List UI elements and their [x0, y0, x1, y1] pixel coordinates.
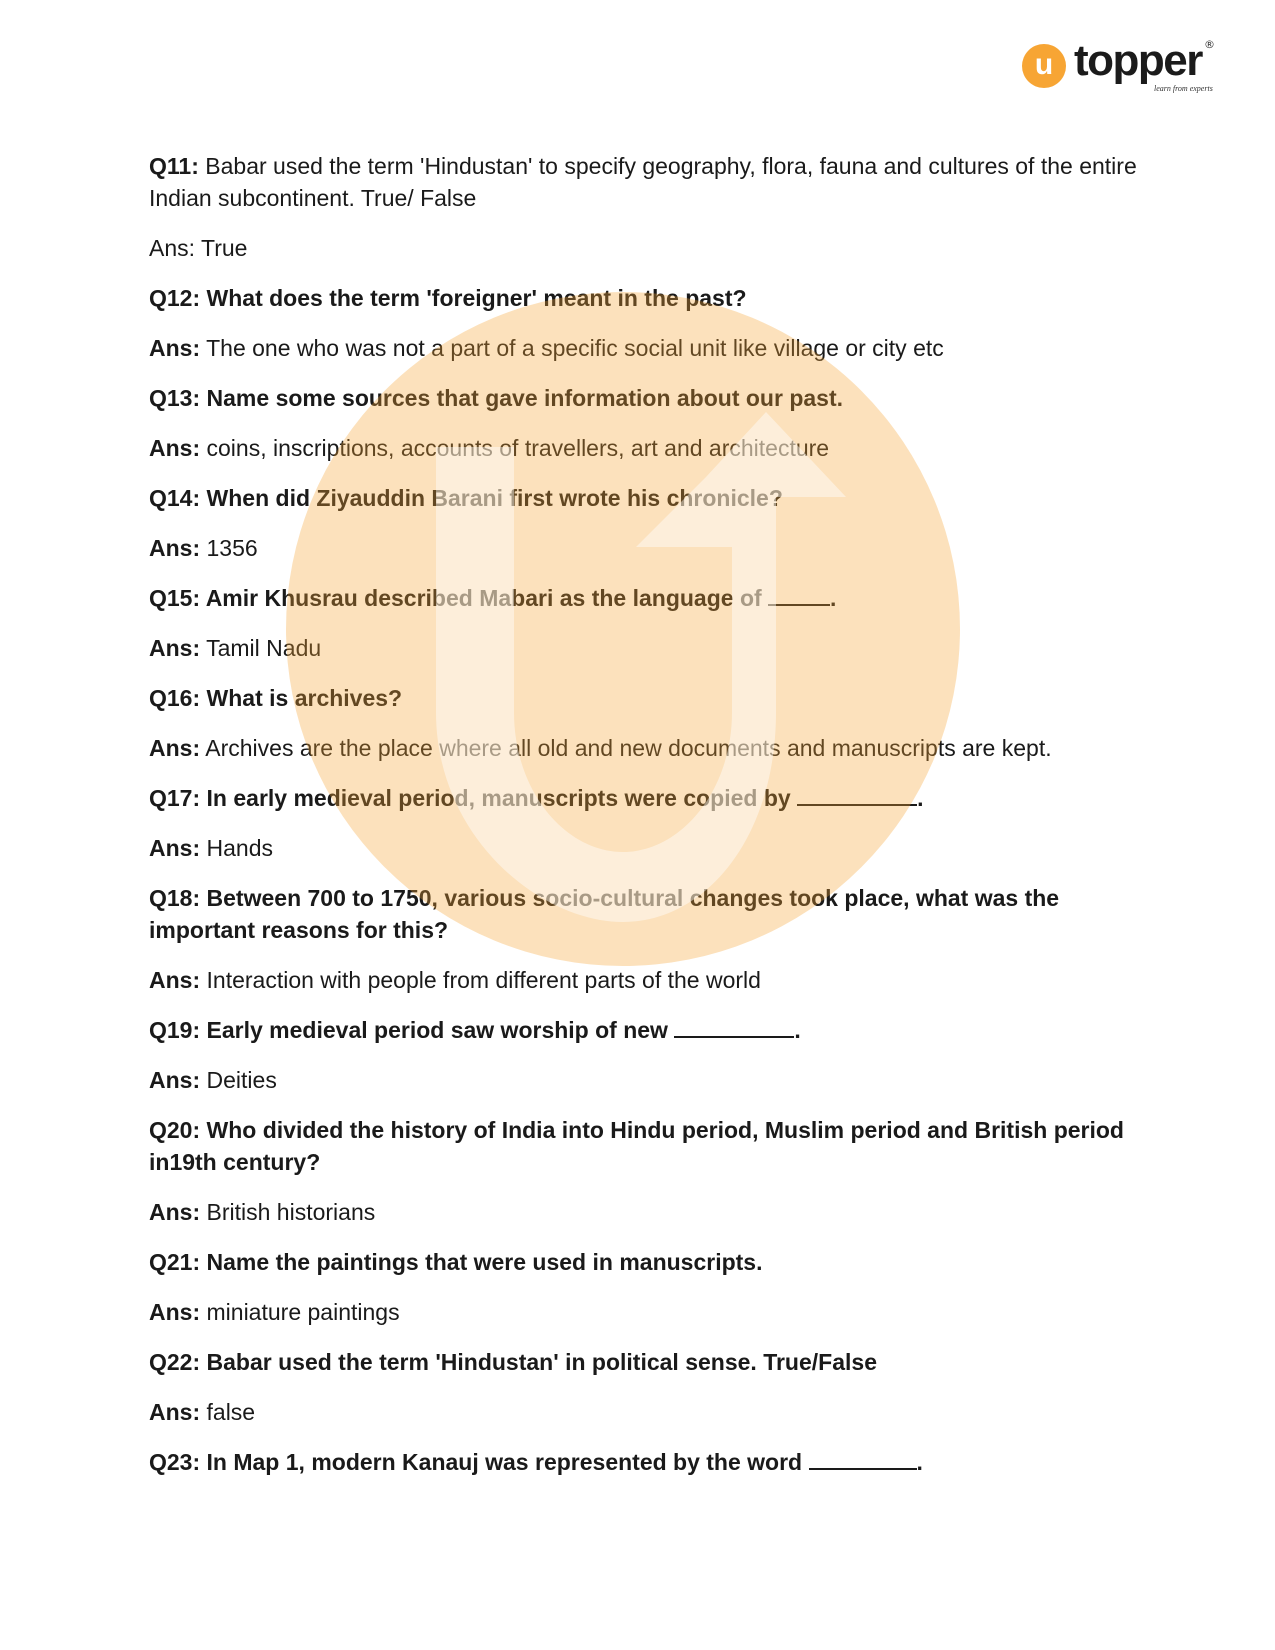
qa-item — [149, 682, 1159, 764]
answer-label: Ans: — [149, 1199, 201, 1225]
qa-item — [149, 1246, 1159, 1328]
qa-item — [149, 1114, 1159, 1228]
qa-item — [149, 1014, 1159, 1096]
fill-in-blank — [768, 582, 830, 606]
question — [149, 1246, 1159, 1278]
question-label: Q20: — [149, 1117, 201, 1143]
answer-label: Ans: — [149, 335, 201, 361]
answer-label: Ans: — [149, 835, 201, 861]
question — [149, 1346, 1159, 1378]
question-text: What does the term 'foreigner' meant in the past? — [206, 285, 747, 311]
logo-wordmark: topper — [1074, 36, 1202, 85]
answer — [149, 332, 1159, 364]
question-label: Q11: — [149, 153, 199, 179]
question — [149, 682, 1159, 714]
answer — [149, 1064, 1159, 1096]
answer — [149, 1296, 1159, 1328]
logo-tagline: learn from experts — [1154, 84, 1213, 93]
question-text: What is archives? — [206, 685, 403, 711]
answer-text: 1356 — [206, 535, 258, 561]
qa-list — [149, 150, 1159, 1496]
answer-label: Ans: — [149, 1399, 201, 1425]
answer — [149, 432, 1159, 464]
answer — [149, 964, 1159, 996]
answer-label: Ans: — [149, 635, 201, 661]
answer-text: Deities — [206, 1067, 277, 1093]
brand-logo — [1022, 36, 1232, 98]
qa-item — [149, 882, 1159, 996]
question-text: In Map 1, modern Kanauj was represented by the word — [206, 1449, 803, 1475]
answer-text: miniature paintings — [206, 1299, 400, 1325]
question-label: Q13: — [149, 385, 201, 411]
question-label: Q17: — [149, 785, 201, 811]
question-text: Amir Khusrau described Mabari as the language of — [205, 585, 762, 611]
question — [149, 382, 1159, 414]
answer — [149, 1196, 1159, 1228]
answer — [149, 632, 1159, 664]
answer-label: Ans: — [149, 1067, 201, 1093]
answer-text: false — [206, 1399, 256, 1425]
fill-in-blank — [797, 782, 917, 806]
question: Q15: Amir Khusrau described Mabari as the language of . — [149, 582, 1159, 614]
answer-text: Hands — [206, 835, 273, 861]
qa-item — [149, 482, 1159, 564]
question-text: Name the paintings that were used in manuscripts. — [206, 1249, 763, 1275]
question-text: Who divided the history of India into Hindu period, Muslim period and British period in19th century? — [149, 1117, 1124, 1175]
qa-item — [149, 782, 1159, 864]
qa-item — [149, 382, 1159, 464]
answer-label: Ans: — [149, 1299, 201, 1325]
question: Q17: In early medieval period, manuscripts were copied by . — [149, 782, 1159, 814]
answer — [149, 832, 1159, 864]
question-label: Q15: — [149, 585, 201, 611]
fill-in-blank — [809, 1446, 917, 1470]
question — [149, 882, 1159, 946]
qa-item — [149, 282, 1159, 364]
question-label: Q21: — [149, 1249, 201, 1275]
question — [149, 1114, 1159, 1178]
question-text: Early medieval period saw worship of new — [206, 1017, 668, 1043]
answer-text: The one who was not a part of a specific social unit like village or city etc — [206, 335, 944, 361]
answer — [149, 532, 1159, 564]
qa-item — [149, 1346, 1159, 1428]
question-text: Between 700 to 1750, various socio-cultural changes took place, what was the important reasons for this? — [149, 885, 1060, 943]
question: Q23: In Map 1, modern Kanauj was represented by the word . — [149, 1446, 1159, 1478]
answer-label: Ans: — [149, 535, 201, 561]
logo-mark-icon: u — [1022, 44, 1066, 88]
question-label: Q18: — [149, 885, 201, 911]
fill-in-blank — [674, 1014, 794, 1038]
answer-label: Ans: — [149, 435, 201, 461]
question-text: When did Ziyauddin Barani first wrote his chronicle? — [206, 485, 783, 511]
answer-text: Interaction with people from different parts of the world — [206, 967, 761, 993]
question — [149, 482, 1159, 514]
answer — [149, 232, 1159, 264]
answer-label: Ans: — [149, 235, 196, 261]
question-label: Q16: — [149, 685, 201, 711]
answer — [149, 732, 1159, 764]
question-label: Q19: — [149, 1017, 201, 1043]
question — [149, 282, 1159, 314]
answer-text: coins, inscriptions, accounts of travellers, art and architecture — [206, 435, 830, 461]
question — [149, 150, 1159, 214]
question-text: In early medieval period, manuscripts were copied by — [206, 785, 791, 811]
question: Q19: Early medieval period saw worship of new . — [149, 1014, 1159, 1046]
question-label: Q23: — [149, 1449, 201, 1475]
question-label: Q22: — [149, 1349, 201, 1375]
question-text: Babar used the term 'Hindustan' to specify geography, flora, fauna and cultures of the entire Indian subcontinent. True/ False — [149, 153, 1137, 211]
answer-label: Ans: — [149, 735, 201, 761]
answer — [149, 1396, 1159, 1428]
qa-item — [149, 150, 1159, 264]
question-text: Name some sources that gave information about our past. — [206, 385, 843, 411]
qa-item — [149, 1446, 1159, 1478]
qa-item — [149, 582, 1159, 664]
answer-text: True — [201, 235, 248, 261]
registered-mark: ® — [1204, 38, 1215, 51]
question-label: Q14: — [149, 485, 201, 511]
answer-label: Ans: — [149, 967, 201, 993]
answer-text: Tamil Nadu — [206, 635, 322, 661]
question-label: Q12: — [149, 285, 201, 311]
answer-text: Archives are the place where all old and new documents and manuscripts are kept. — [205, 735, 1052, 761]
question-text: Babar used the term 'Hindustan' in political sense. True/False — [206, 1349, 877, 1375]
answer-text: British historians — [206, 1199, 376, 1225]
